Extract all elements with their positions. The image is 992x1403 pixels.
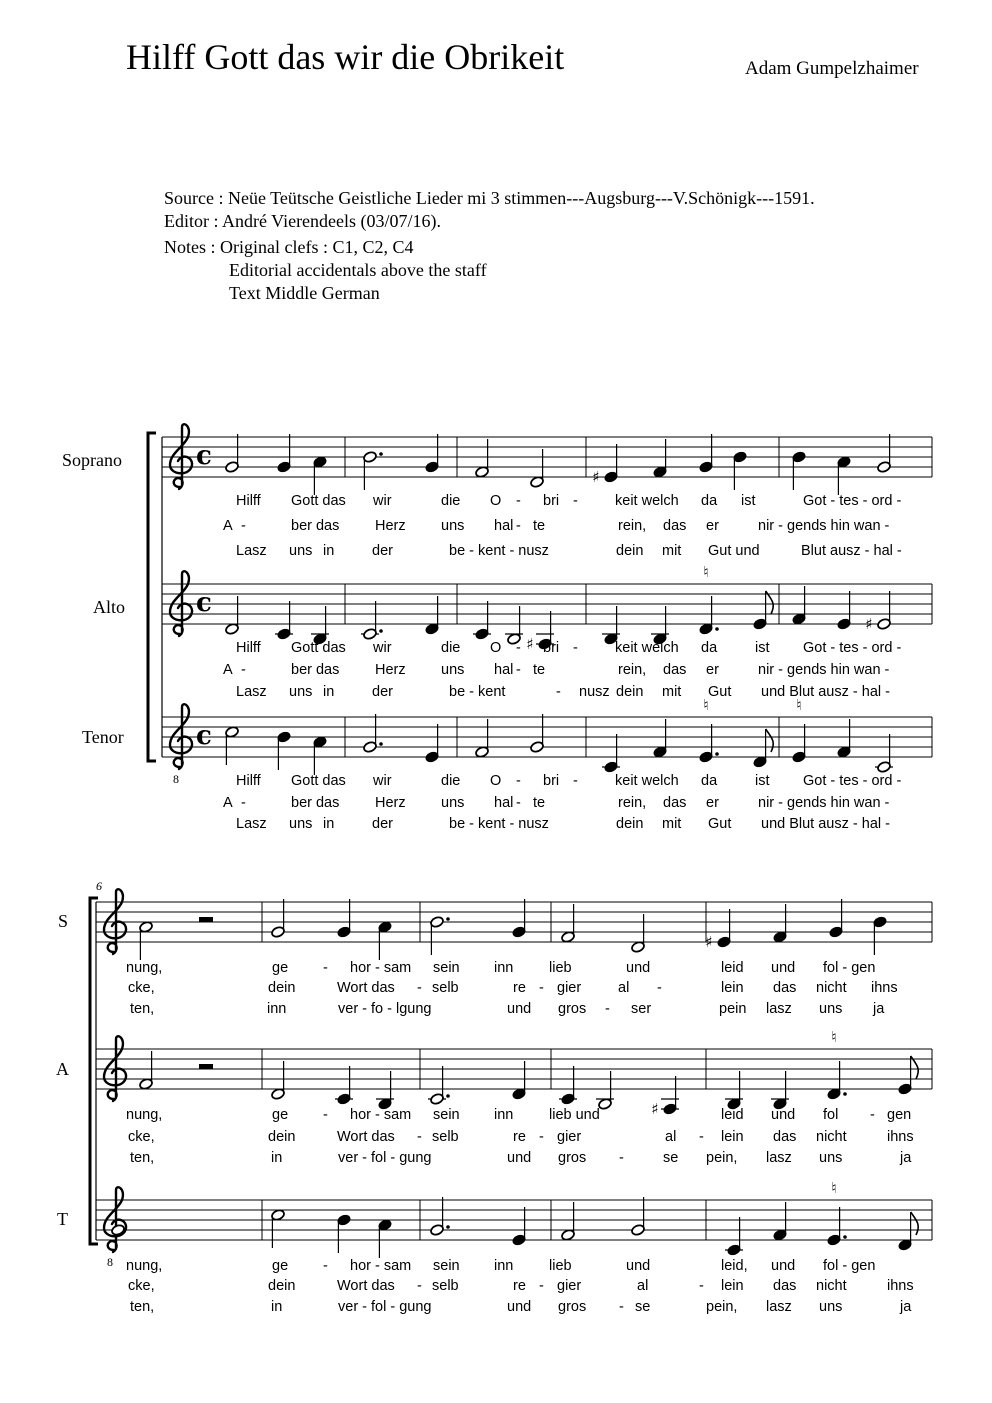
lyric-syllable: hal bbox=[494, 795, 514, 811]
lyric-syllable: Hilff bbox=[236, 493, 261, 509]
system-bracket bbox=[90, 898, 98, 1244]
part-label-tenor: Tenor bbox=[82, 727, 124, 747]
lyric-syllable: be - kent - nusz bbox=[449, 543, 549, 559]
lyric-syllable: gier bbox=[557, 1129, 582, 1145]
lyric-syllable: Gut und bbox=[708, 543, 760, 559]
lyric-syllable: inn bbox=[267, 1001, 287, 1017]
composer-name: Adam Gumpelzhaimer bbox=[745, 58, 919, 79]
lyric-syllable: mit bbox=[662, 816, 682, 832]
eighth-flag bbox=[911, 1212, 919, 1235]
common-time-icon: c bbox=[196, 588, 212, 618]
lyric-syllable: nusz bbox=[579, 684, 610, 700]
lyric-syllable: dein bbox=[616, 816, 644, 832]
common-time-icon: c bbox=[196, 721, 212, 751]
lyric-syllable: nung, bbox=[126, 960, 163, 976]
lyric-syllable: dein bbox=[616, 684, 644, 700]
lyric-syllable: leid, bbox=[721, 1258, 748, 1274]
lyric-syllable: lasz bbox=[766, 1001, 792, 1017]
lyric-syllable: - bbox=[516, 662, 521, 678]
lyric-syllable: hal bbox=[494, 662, 514, 678]
treble-clef-icon bbox=[170, 704, 192, 769]
lyric-syllable: keit welch bbox=[615, 493, 679, 509]
lyric-syllable: nicht bbox=[816, 1129, 847, 1145]
eighth-flag bbox=[766, 729, 774, 752]
lyric-syllable: re bbox=[513, 1278, 526, 1294]
lyric-syllable: uns bbox=[289, 816, 313, 832]
notes-line-2: Editorial accidentals above the staff bbox=[229, 260, 487, 280]
lyric-syllable: Lasz bbox=[236, 543, 267, 559]
lyric-syllable: ver - fo - lgung bbox=[338, 1001, 432, 1017]
octave-mark: 8 bbox=[173, 772, 179, 786]
lyric-syllable: fol - gen bbox=[823, 960, 876, 976]
lyric-syllable: in bbox=[323, 816, 335, 832]
lyric-syllable: O bbox=[490, 773, 502, 789]
lyric-syllable: hor - sam bbox=[350, 1258, 412, 1274]
dot bbox=[446, 917, 450, 921]
lyric-syllable: ja bbox=[900, 1299, 912, 1315]
lyric-syllable: die bbox=[441, 640, 461, 656]
lyric-syllable: der bbox=[372, 816, 393, 832]
lyric-syllable: nung, bbox=[126, 1107, 163, 1123]
lyric-syllable: die bbox=[441, 493, 461, 509]
lyric-syllable: te bbox=[533, 518, 546, 534]
lyric-syllable: wir bbox=[373, 493, 392, 509]
notes-line-3: Text Middle German bbox=[229, 283, 380, 303]
lyric-syllable: Lasz bbox=[236, 684, 267, 700]
lyric-syllable: und bbox=[626, 1258, 651, 1274]
lyric-syllable: ber das bbox=[291, 795, 340, 811]
lyric-syllable: uns bbox=[819, 1299, 843, 1315]
lyric-syllable: und Blut ausz - hal - bbox=[761, 816, 890, 832]
natural-icon: ♮ bbox=[831, 1028, 837, 1046]
lyric-syllable: ber das bbox=[291, 518, 340, 534]
part-label-s: S bbox=[58, 911, 69, 931]
lyric-syllable: und bbox=[771, 960, 796, 976]
lyric-syllable: leid bbox=[721, 1107, 744, 1123]
lyric-syllable: - bbox=[573, 640, 578, 656]
lyric-syllable: da bbox=[701, 773, 718, 789]
lyric-syllable: das bbox=[773, 980, 797, 996]
lyric-syllable: in bbox=[271, 1299, 283, 1315]
lyric-syllable: nir - gends hin wan - bbox=[758, 662, 890, 678]
lyric-syllable: al bbox=[618, 980, 630, 996]
dot bbox=[843, 1092, 847, 1096]
lyric-syllable: ist bbox=[755, 773, 770, 789]
lyric-syllable: ihns bbox=[887, 1278, 914, 1294]
lyric-syllable: bri bbox=[543, 773, 560, 789]
lyric-syllable: lein bbox=[721, 1278, 744, 1294]
lyric-syllable: - bbox=[699, 1278, 704, 1294]
lyric-syllable: nicht bbox=[816, 1278, 847, 1294]
part-label-soprano: Soprano bbox=[62, 450, 122, 470]
lyric-syllable: der bbox=[372, 684, 393, 700]
octave-mark: 8 bbox=[107, 1255, 113, 1269]
lyric-syllable: re bbox=[513, 980, 526, 996]
notes-line-1: Notes : Original clefs : C1, C2, C4 bbox=[164, 237, 414, 257]
lyric-syllable: ge bbox=[272, 1258, 289, 1274]
treble-clef-icon bbox=[104, 1187, 126, 1252]
lyric-syllable: re bbox=[513, 1129, 526, 1145]
lyric-syllable: wir bbox=[373, 640, 392, 656]
sharp-icon: ♯ bbox=[865, 615, 873, 633]
lyric-syllable: und Blut ausz - hal - bbox=[761, 684, 890, 700]
lyric-syllable: lasz bbox=[766, 1150, 792, 1166]
lyric-syllable: - bbox=[417, 1129, 422, 1145]
dot bbox=[379, 452, 383, 456]
lyric-syllable: lieb und bbox=[549, 1107, 600, 1123]
natural-icon: ♮ bbox=[796, 696, 802, 714]
lyric-syllable: - bbox=[323, 1107, 328, 1123]
lyric-syllable: uns bbox=[441, 795, 465, 811]
lyric-syllable: lieb bbox=[549, 1258, 572, 1274]
lyric-syllable: - bbox=[657, 980, 662, 996]
lyric-syllable: und bbox=[771, 1107, 796, 1123]
lyric-syllable: dein bbox=[268, 1129, 296, 1145]
lyric-syllable: mit bbox=[662, 543, 682, 559]
lyric-syllable: da bbox=[701, 640, 718, 656]
lyric-syllable: - bbox=[619, 1299, 624, 1315]
lyric-syllable: sein bbox=[433, 1258, 460, 1274]
lyric-syllable: hor - sam bbox=[350, 960, 412, 976]
lyric-syllable: - bbox=[323, 960, 328, 976]
treble-clef-icon bbox=[170, 424, 192, 489]
lyric-syllable: sein bbox=[433, 960, 460, 976]
natural-icon: ♮ bbox=[703, 696, 709, 714]
lyric-syllable: das bbox=[663, 662, 687, 678]
lyric-syllable: ist bbox=[755, 640, 770, 656]
lyric-syllable: und bbox=[507, 1001, 532, 1017]
editor-line: Editor : André Vierendeels (03/07/16). bbox=[164, 211, 442, 231]
lyric-syllable: keit welch bbox=[615, 773, 679, 789]
lyric-syllable: ser bbox=[631, 1001, 652, 1017]
lyric-syllable: gen bbox=[887, 1107, 912, 1123]
lyric-syllable: wir bbox=[373, 773, 392, 789]
lyric-syllable: - bbox=[516, 640, 521, 656]
lyric-syllable: se bbox=[635, 1299, 651, 1315]
sharp-icon: ♯ bbox=[705, 933, 713, 951]
lyric-syllable: lasz bbox=[766, 1299, 792, 1315]
lyric-syllable: das bbox=[773, 1129, 797, 1145]
lyric-syllable: das bbox=[663, 518, 687, 534]
lyric-syllable: das bbox=[663, 795, 687, 811]
lyric-syllable: rein, bbox=[618, 518, 647, 534]
lyric-syllable: - bbox=[573, 493, 578, 509]
lyric-syllable: - bbox=[539, 1278, 544, 1294]
lyric-syllable: gier bbox=[557, 980, 582, 996]
lyric-syllable: ist bbox=[741, 493, 756, 509]
treble-clef-icon bbox=[104, 889, 126, 954]
common-time-icon: c bbox=[196, 441, 212, 471]
lyric-syllable: - bbox=[417, 980, 422, 996]
lyric-syllable: - bbox=[870, 1107, 875, 1123]
lyric-syllable: A bbox=[223, 518, 233, 534]
lyric-syllable: selb bbox=[432, 1278, 459, 1294]
lyric-syllable: und bbox=[507, 1150, 532, 1166]
sharp-icon: ♯ bbox=[526, 635, 534, 653]
lyric-syllable: Herz bbox=[375, 662, 406, 678]
lyric-syllable: lein bbox=[721, 980, 744, 996]
lyric-syllable: - bbox=[619, 1150, 624, 1166]
lyric-syllable: fol - gen bbox=[823, 1258, 876, 1274]
lyric-syllable: leid bbox=[721, 960, 744, 976]
lyric-syllable: cke, bbox=[128, 1278, 155, 1294]
lyric-syllable: te bbox=[533, 662, 546, 678]
lyric-syllable: - bbox=[516, 773, 521, 789]
half-rest bbox=[199, 1064, 213, 1069]
lyric-syllable: gros bbox=[558, 1001, 587, 1017]
lyric-syllable: dein bbox=[616, 543, 644, 559]
lyric-syllable: uns bbox=[289, 543, 313, 559]
lyric-syllable: A bbox=[223, 795, 233, 811]
lyric-syllable: ten, bbox=[130, 1001, 155, 1017]
lyric-syllable: in bbox=[323, 684, 335, 700]
lyric-syllable: Gut bbox=[708, 816, 732, 832]
lyric-syllable: - bbox=[556, 684, 561, 700]
lyric-syllable: Hilff bbox=[236, 640, 261, 656]
dot bbox=[715, 752, 719, 756]
lyric-syllable: gros bbox=[558, 1150, 587, 1166]
lyric-syllable: - bbox=[539, 980, 544, 996]
lyric-syllable: - bbox=[699, 1129, 704, 1145]
lyric-syllable: Blut ausz - hal - bbox=[801, 543, 902, 559]
lyric-syllable: keit welch bbox=[615, 640, 679, 656]
lyric-syllable: nir - gends hin wan - bbox=[758, 795, 890, 811]
piece-title: Hilff Gott das wir die Obrikeit bbox=[126, 37, 565, 77]
lyric-syllable: lein bbox=[721, 1129, 744, 1145]
sharp-icon: ♯ bbox=[592, 468, 600, 486]
dot bbox=[379, 629, 383, 633]
lyric-syllable: al bbox=[637, 1278, 649, 1294]
lyric-syllable: pein, bbox=[706, 1299, 738, 1315]
lyric-syllable: Wort das bbox=[337, 980, 395, 996]
lyric-syllable: in bbox=[271, 1150, 283, 1166]
part-label-a: A bbox=[56, 1059, 69, 1079]
lyric-syllable: und bbox=[771, 1258, 796, 1274]
dot bbox=[379, 742, 383, 746]
part-label-alto: Alto bbox=[93, 597, 126, 617]
dot bbox=[446, 1225, 450, 1229]
lyric-syllable: - bbox=[241, 795, 246, 811]
lyric-syllable: mit bbox=[662, 684, 682, 700]
lyric-syllable: pein, bbox=[706, 1150, 738, 1166]
lyric-syllable: - bbox=[241, 662, 246, 678]
lyric-syllable: Got - tes - ord - bbox=[803, 773, 902, 789]
lyric-syllable: ihns bbox=[871, 980, 898, 996]
lyric-syllable: uns bbox=[441, 662, 465, 678]
lyric-syllable: nir - gends hin wan - bbox=[758, 518, 890, 534]
dot bbox=[843, 1235, 847, 1239]
lyric-syllable: ten, bbox=[130, 1150, 155, 1166]
lyric-syllable: Gott das bbox=[291, 773, 346, 789]
lyric-syllable: al bbox=[665, 1129, 677, 1145]
lyric-syllable: hor - sam bbox=[350, 1107, 412, 1123]
lyric-syllable: se bbox=[663, 1150, 679, 1166]
source-line: Source : Neüe Teütsche Geistliche Lieder mi 3 stimmen---Augsburg---V.Schönigk---1591. bbox=[164, 188, 815, 208]
lyric-syllable: Gott das bbox=[291, 493, 346, 509]
lyric-syllable: be - kent - nusz bbox=[449, 816, 549, 832]
lyric-syllable: inn bbox=[494, 1258, 514, 1274]
lyric-syllable: der bbox=[372, 543, 393, 559]
lyric-syllable: Hilff bbox=[236, 773, 261, 789]
lyric-syllable: rein, bbox=[618, 795, 647, 811]
lyric-syllable: er bbox=[706, 795, 719, 811]
lyric-syllable: O bbox=[490, 640, 502, 656]
lyric-syllable: und bbox=[626, 960, 651, 976]
lyric-syllable: - bbox=[516, 493, 521, 509]
natural-icon: ♮ bbox=[831, 1179, 837, 1197]
lyric-syllable: A bbox=[223, 662, 233, 678]
lyric-syllable: uns bbox=[289, 684, 313, 700]
lyric-syllable: gier bbox=[557, 1278, 582, 1294]
lyric-syllable: Gott das bbox=[291, 640, 346, 656]
lyric-syllable: er bbox=[706, 662, 719, 678]
lyric-syllable: nicht bbox=[816, 980, 847, 996]
lyric-syllable: be - kent bbox=[449, 684, 506, 700]
lyric-syllable: Got - tes - ord - bbox=[803, 493, 902, 509]
lyric-syllable: uns bbox=[819, 1001, 843, 1017]
lyric-syllable: - bbox=[516, 518, 521, 534]
lyric-syllable: die bbox=[441, 773, 461, 789]
lyric-syllable: ver - fol - gung bbox=[338, 1299, 432, 1315]
lyric-syllable: in bbox=[323, 543, 335, 559]
lyric-syllable: - bbox=[605, 1001, 610, 1017]
lyric-syllable: Gut bbox=[708, 684, 732, 700]
dot bbox=[715, 627, 719, 631]
lyric-syllable: nung, bbox=[126, 1258, 163, 1274]
natural-icon: ♮ bbox=[703, 563, 709, 581]
dot bbox=[446, 1094, 450, 1098]
lyric-syllable: pein bbox=[719, 1001, 747, 1017]
treble-clef-icon bbox=[104, 1036, 126, 1101]
lyric-syllable: lieb bbox=[549, 960, 572, 976]
lyric-syllable: ge bbox=[272, 1107, 289, 1123]
lyric-syllable: ge bbox=[272, 960, 289, 976]
sharp-icon: ♯ bbox=[651, 1100, 659, 1118]
lyric-syllable: dein bbox=[268, 980, 296, 996]
lyric-syllable: er bbox=[706, 518, 719, 534]
lyric-syllable: da bbox=[701, 493, 718, 509]
lyric-syllable: Herz bbox=[375, 795, 406, 811]
lyric-syllable: - bbox=[417, 1278, 422, 1294]
lyric-syllable: das bbox=[773, 1278, 797, 1294]
lyric-syllable: - bbox=[539, 1129, 544, 1145]
lyric-syllable: Lasz bbox=[236, 816, 267, 832]
lyric-syllable: bri bbox=[543, 493, 560, 509]
lyric-syllable: cke, bbox=[128, 1129, 155, 1145]
lyric-syllable: und bbox=[507, 1299, 532, 1315]
lyric-syllable: - bbox=[516, 795, 521, 811]
lyric-syllable: Herz bbox=[375, 518, 406, 534]
lyric-syllable: - bbox=[573, 773, 578, 789]
lyric-syllable: Wort das bbox=[337, 1278, 395, 1294]
system-bracket bbox=[148, 433, 156, 761]
lyric-syllable: ber das bbox=[291, 662, 340, 678]
lyric-syllable: bri bbox=[543, 640, 560, 656]
treble-clef-icon bbox=[170, 571, 192, 636]
lyric-syllable: ten, bbox=[130, 1299, 155, 1315]
lyric-syllable: selb bbox=[432, 980, 459, 996]
lyric-syllable: gros bbox=[558, 1299, 587, 1315]
part-label-t: T bbox=[57, 1209, 68, 1229]
lyric-syllable: hal bbox=[494, 518, 514, 534]
lyric-syllable: ihns bbox=[887, 1129, 914, 1145]
lyric-syllable: dein bbox=[268, 1278, 296, 1294]
lyric-syllable: te bbox=[533, 795, 546, 811]
lyric-syllable: ja bbox=[873, 1001, 885, 1017]
half-rest bbox=[199, 917, 213, 922]
lyric-syllable: - bbox=[241, 518, 246, 534]
lyric-syllable: fol bbox=[823, 1107, 839, 1123]
lyric-syllable: uns bbox=[441, 518, 465, 534]
measure-number: 6 bbox=[96, 879, 102, 893]
lyric-syllable: O bbox=[490, 493, 502, 509]
lyric-syllable: sein bbox=[433, 1107, 460, 1123]
lyric-syllable: inn bbox=[494, 960, 514, 976]
lyric-syllable: inn bbox=[494, 1107, 514, 1123]
lyric-syllable: Wort das bbox=[337, 1129, 395, 1145]
lyric-syllable: - bbox=[323, 1258, 328, 1274]
lyric-syllable: ver - fol - gung bbox=[338, 1150, 432, 1166]
lyric-syllable: selb bbox=[432, 1129, 459, 1145]
lyric-syllable: Got - tes - ord - bbox=[803, 640, 902, 656]
lyric-syllable: ja bbox=[900, 1150, 912, 1166]
lyric-syllable: rein, bbox=[618, 662, 647, 678]
lyric-syllable: uns bbox=[819, 1150, 843, 1166]
lyric-syllable: cke, bbox=[128, 980, 155, 996]
